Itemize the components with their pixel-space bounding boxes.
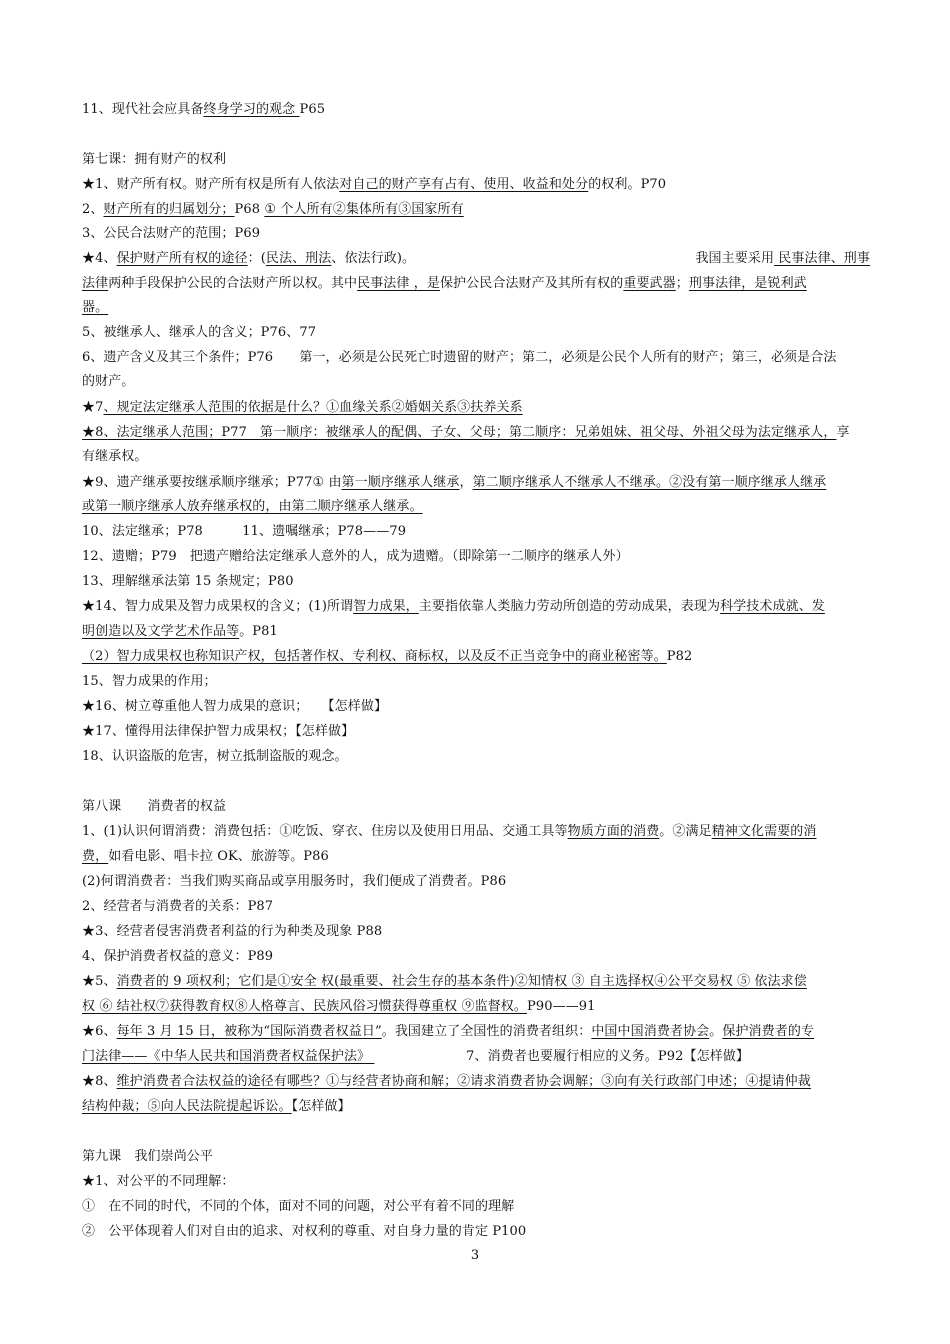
text-segment: 。我国建立了全国性的消费者组织： bbox=[381, 1024, 592, 1039]
underlined-text: 财产所有的归属划分； bbox=[103, 202, 235, 217]
underlined-text: （2）智力成果权也称知识产权，包括著作权、专利权、商标权，以及反不正当竞争中的商业秘密等。 bbox=[82, 649, 667, 664]
text-line bbox=[82, 622, 870, 642]
text-segment: (2)何谓消费者：当我们购买商品或享用服务时，我们便成了消费者。P86 bbox=[82, 874, 507, 889]
text-segment: 第九课 我们崇尚公平 bbox=[82, 1149, 214, 1164]
text-line bbox=[82, 1047, 870, 1067]
text-segment: 。②满足 bbox=[659, 824, 712, 839]
text-segment: 、依法行政)。 bbox=[331, 251, 416, 266]
text-segment: 5、被继承人、继承人的含义；P76、77 bbox=[82, 325, 317, 340]
text-line bbox=[82, 323, 870, 343]
text-segment: 15、智力成果的作用； bbox=[82, 674, 217, 689]
underlined-text: 刑事法律，是锐利武 bbox=[688, 276, 807, 291]
text-segment: 1、(1)认识何谓消费：消费包括：①吃饭、穿衣、住房以及使用日用品、交通工具等 bbox=[82, 824, 568, 839]
text-segment: P90——91 bbox=[527, 999, 596, 1014]
underlined-text: 重要武器 bbox=[623, 276, 676, 291]
text-line bbox=[82, 747, 870, 767]
text-segment: 的权利。P70 bbox=[588, 177, 667, 192]
text-line bbox=[82, 274, 870, 294]
text-segment: 13、理解继承法第 15 条规定；P80 bbox=[82, 574, 294, 589]
text-line bbox=[82, 1022, 870, 1042]
underlined-text: ★8、法定继承人范围；P77 第一顺序：被继承人的配偶、子女、父母；第二顺序：兄弟姐妹、祖父母、外祖父母为法定继承人， bbox=[82, 425, 837, 440]
underlined-text: 物质方面的消费 bbox=[567, 824, 660, 839]
underlined-text: 民事法律、刑事 bbox=[774, 251, 870, 266]
text-line bbox=[82, 647, 870, 667]
text-segment: ：( bbox=[247, 251, 266, 266]
text-segment: 【怎样做】 bbox=[291, 1099, 351, 1114]
text-segment: ★4、 bbox=[82, 251, 117, 266]
text-segment: P68 bbox=[234, 202, 265, 217]
text-segment: 18、认识盗版的危害，树立抵制盗版的观念。 bbox=[82, 749, 348, 764]
underlined-text: 民法、刑法 bbox=[265, 251, 332, 266]
text-segment: ★6、 bbox=[82, 1024, 117, 1039]
underlined-text: 、规定法定继承人范围的依据是什么？①血缘关系②婚姻关系③扶养关系 bbox=[103, 400, 523, 415]
text-line bbox=[82, 249, 870, 269]
underlined-text: 智力成果， bbox=[353, 599, 419, 614]
text-line bbox=[82, 997, 870, 1017]
underlined-text: 法律 bbox=[82, 276, 109, 291]
text-line bbox=[82, 872, 870, 892]
underlined-text: 或第一顺序继承人放弃继承权的，由第二顺序继承人继承。 bbox=[82, 499, 423, 514]
text-line bbox=[82, 372, 870, 392]
underlined-text: 器。 bbox=[82, 300, 109, 315]
underlined-text: 保护财产所有权的途径 bbox=[116, 251, 248, 266]
text-line bbox=[82, 1197, 870, 1217]
text-segment: P65 bbox=[299, 102, 326, 117]
text-line bbox=[82, 200, 870, 220]
text-line bbox=[82, 522, 870, 542]
text-line bbox=[82, 922, 870, 942]
underlined-text: 消费者的 9 项权利；它们是①安全 权(最重要、社会生存的基本条件)②知情权 ③ 自主选择权④公平交易权 ⑤ 依法求偿 bbox=[116, 974, 807, 989]
underlined-text: 中国中国消费者协会 bbox=[591, 1024, 710, 1039]
text-segment: 主要指依靠人类脑力劳动所创造的劳动成果，表现为 bbox=[418, 599, 721, 614]
text-line bbox=[82, 423, 870, 443]
text-line bbox=[82, 947, 870, 967]
text-segment: 6、遗产含义及其三个条件；P76 第一，必须是公民死亡时遗留的财产；第二，必须是公民个人所有的财产；第三，必须是合法 bbox=[82, 350, 837, 365]
text-line bbox=[82, 672, 870, 692]
text-line bbox=[82, 547, 870, 567]
text-segment: 7、消费者也要履行相应的义务。P92【怎样做】 bbox=[374, 1049, 749, 1064]
underlined-text: 第二顺序继承人不继承人不继承。②没有第一顺序继承人继承 bbox=[472, 475, 827, 490]
text-line bbox=[82, 1072, 870, 1092]
text-line bbox=[82, 150, 870, 170]
text-segment: 12、遗赠；P79 把遗产赠给法定继承人意外的人，成为遗赠。（即除第一二顺序的继承人外） bbox=[82, 549, 629, 564]
text-segment: ★9、遗产继承要按继承顺序继承；P77① 由 bbox=[82, 475, 342, 490]
text-line bbox=[82, 348, 870, 368]
text-line bbox=[82, 1147, 870, 1167]
text-segment: ， bbox=[459, 475, 473, 490]
text-line bbox=[82, 897, 870, 917]
text-line bbox=[82, 1097, 870, 1117]
underlined-text: 明创造以及文学艺术作品等 bbox=[82, 624, 240, 639]
text-line bbox=[82, 224, 870, 244]
text-segment: 两种手段保护公民的合法财产所以权。其中 bbox=[108, 276, 358, 291]
text-segment: 享 bbox=[836, 425, 850, 440]
text-segment: 11、现代社会应具备 bbox=[82, 102, 204, 117]
text-segment: 的财产。 bbox=[82, 374, 135, 389]
text-line bbox=[82, 797, 870, 817]
underlined-text: 每年 3 月 15 日，被称为“国际消费者权益日” bbox=[116, 1024, 382, 1039]
text-segment: ★1、财产所有权。财产所有权是所有人依法 bbox=[82, 177, 340, 192]
text-segment: 10、法定继承；P78 11、遗嘱继承；P78——79 bbox=[82, 524, 407, 539]
text-segment: ★7 bbox=[82, 400, 104, 415]
text-line bbox=[82, 822, 870, 842]
text-segment: ★14、智力成果及智力成果权的含义；(1)所谓 bbox=[82, 599, 354, 614]
text-segment: 第八课 消费者的权益 bbox=[82, 799, 227, 814]
text-segment: 4、保护消费者权益的意义：P89 bbox=[82, 949, 274, 964]
text-segment: 第七课：拥有财产的权利 bbox=[82, 152, 227, 167]
text-line-right bbox=[695, 249, 870, 269]
text-line bbox=[82, 473, 870, 493]
text-segment: ★1、对公平的不同理解： bbox=[82, 1174, 235, 1189]
text-line bbox=[82, 298, 870, 318]
text-segment: ★3、经营者侵害消费者利益的行为种类及现象 P88 bbox=[82, 924, 383, 939]
text-segment: ★8、 bbox=[82, 1074, 117, 1089]
text-line bbox=[82, 1172, 870, 1192]
underlined-text: 费， bbox=[82, 849, 109, 864]
underlined-text: 结构仲裁；⑤向人民法院提起诉讼。 bbox=[82, 1099, 292, 1114]
text-segment: ① 在不同的时代，不同的个体，面对不同的问题，对公平有着不同的理解 bbox=[82, 1199, 515, 1214]
text-segment: 。P81 bbox=[239, 624, 278, 639]
text-line bbox=[82, 572, 870, 592]
text-segment: 我国主要采用 bbox=[695, 251, 775, 266]
text-line bbox=[82, 847, 870, 867]
text-segment: P82 bbox=[666, 649, 693, 664]
underlined-text: 门法律——《中华人民共和国消费者权益保护法》 bbox=[82, 1049, 375, 1064]
underlined-text: 民事法律 ，是 bbox=[357, 276, 440, 291]
text-line bbox=[82, 447, 870, 467]
text-line bbox=[82, 497, 870, 517]
text-segment: ★17、懂得用法律保护智力成果权；【怎样做】 bbox=[82, 724, 355, 739]
underlined-text: 对自己的财产享有占有、使用、收益和处分 bbox=[339, 177, 589, 192]
text-segment: 有继承权。 bbox=[82, 449, 148, 464]
text-segment: ； bbox=[675, 276, 689, 291]
text-line bbox=[82, 722, 870, 742]
text-segment: 如看电影、唱卡拉 OK、旅游等。P86 bbox=[108, 849, 329, 864]
text-line bbox=[82, 1222, 870, 1242]
text-line bbox=[82, 972, 870, 992]
text-line bbox=[82, 697, 870, 717]
underlined-text: 科学技术成就、发 bbox=[720, 599, 825, 614]
underlined-text: 精神文化需要的消 bbox=[711, 824, 817, 839]
text-segment: ② 公平体现着人们对自由的追求、对权利的尊重、对自身力量的肯定 P100 bbox=[82, 1224, 527, 1239]
text-segment: ★5、 bbox=[82, 974, 117, 989]
text-line bbox=[82, 175, 870, 195]
underlined-text: 第一顺序继承人继承 bbox=[341, 475, 460, 490]
text-segment: 。 bbox=[709, 1024, 723, 1039]
text-line bbox=[82, 597, 870, 617]
text-line bbox=[82, 100, 870, 120]
text-segment: ★16、树立尊重他人智力成果的意识； 【怎样做】 bbox=[82, 699, 388, 714]
underlined-text: 权 ⑥ 结社权⑦获得教育权⑧人格尊言、民族风俗习惯获得尊重权 ⑨监督权。 bbox=[82, 999, 527, 1014]
underlined-text: 维护消费者合法权益的途径有哪些？①与经营者协商和解；②请求消费者协会调解；③向有关行政部门申述；④提请仲裁 bbox=[116, 1074, 811, 1089]
underlined-text: 保护消费者的专 bbox=[722, 1024, 815, 1039]
text-segment: 2、经营者与消费者的关系：P87 bbox=[82, 899, 274, 914]
text-segment: 3、公民合法财产的范围；P69 bbox=[82, 226, 261, 241]
text-segment: 2、 bbox=[82, 202, 104, 217]
underlined-text: ① 个人所有②集体所有③国家所有 bbox=[264, 202, 464, 217]
page-number: 3 bbox=[470, 1248, 480, 1263]
underlined-text: 终身学习的观念 bbox=[203, 102, 300, 117]
text-segment: 保护公民合法财产及其所有权的 bbox=[439, 276, 624, 291]
text-line bbox=[82, 398, 870, 418]
